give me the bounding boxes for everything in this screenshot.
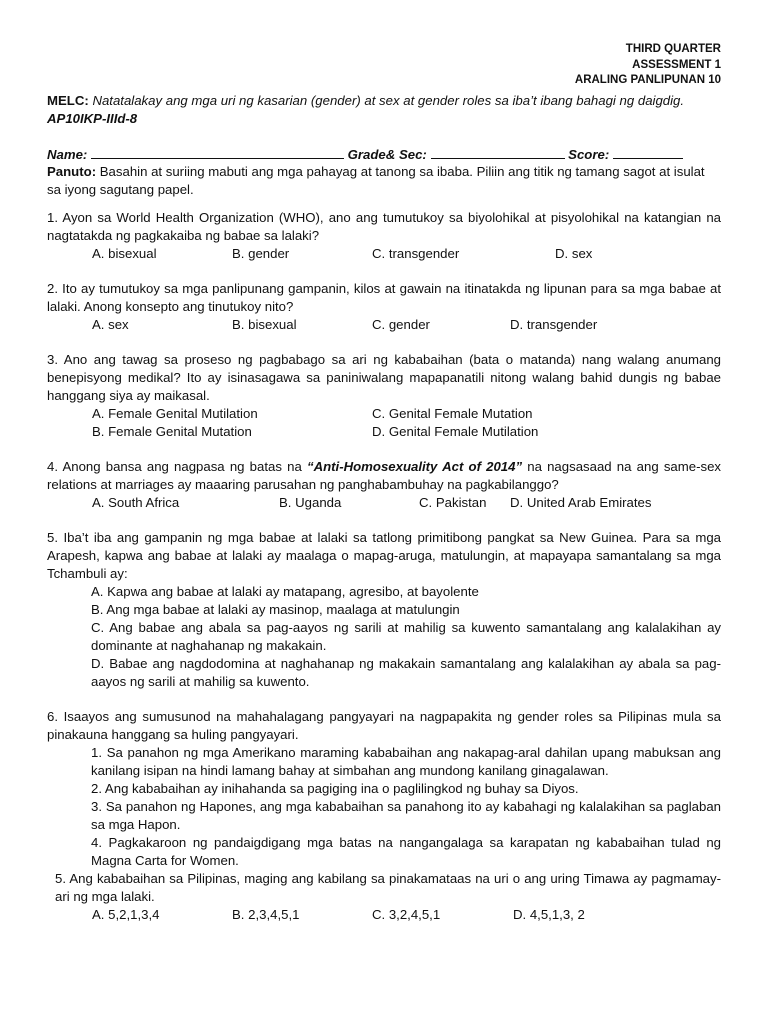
q3-option-b[interactable]: B. Female Genital Mutation <box>92 424 252 439</box>
question-1-options <box>47 245 721 263</box>
q5-option-c[interactable]: C. Ang babae ang abala sa pag-aayos ng sarili at mahilig sa kuwento samantalang ang kalalakihan ay dominante at naghahanap ng makakain. <box>91 620 721 653</box>
score-label: Score: <box>568 147 610 162</box>
grade-section-field[interactable] <box>431 146 565 159</box>
q6-item-3: 3. Sa panahon ng Hapones, ang mga kababaihan sa panahong ito ay kabahagi ng kalalakihan sa paglaban sa mga Hapon. <box>91 799 721 832</box>
panuto-label: Panuto: <box>47 164 97 179</box>
q4-option-b[interactable]: B. Uganda <box>279 495 342 510</box>
question-4 <box>47 458 721 512</box>
score-field[interactable] <box>613 146 683 159</box>
q5-option-d[interactable]: D. Babae ang nagdodomina at naghahanap ng makakain samantalang ang kalalakihan ay abala sa pag-aayos ng sarili at mahilig sa kuwento. <box>91 656 721 689</box>
q3-option-c[interactable]: C. Genital Female Mutation <box>372 406 533 421</box>
panuto-section <box>47 163 721 199</box>
q1-option-d[interactable]: D. sex <box>555 246 593 261</box>
q1-option-a[interactable]: A. bisexual <box>92 246 157 261</box>
q6-option-c[interactable]: C. 3,2,4,5,1 <box>372 907 441 922</box>
q4-option-c[interactable]: C. Pakistan <box>419 495 487 510</box>
question-5 <box>47 529 721 691</box>
q6-option-d[interactable]: D. 4,5,1,3, 2 <box>513 907 585 922</box>
grade-section-label: Grade& Sec: <box>347 147 427 162</box>
q3-option-d[interactable]: D. Genital Female Mutilation <box>372 424 539 439</box>
student-info-row <box>47 146 721 164</box>
q2-option-b[interactable]: B. bisexual <box>232 317 297 332</box>
q5-option-b[interactable]: B. Ang mga babae at lalaki ay masinop, maalaga at matulungin <box>91 602 460 617</box>
melc-code: AP10IKP-IIId-8 <box>47 111 138 126</box>
name-label: Name: <box>47 147 88 162</box>
melc-label: MELC: <box>47 93 89 108</box>
q4-option-d[interactable]: D. United Arab Emirates <box>510 495 652 510</box>
q5-option-a[interactable]: A. Kapwa ang babae at lalaki ay matapang, agresibo, at bayolente <box>91 584 479 599</box>
question-1-text: 1. Ayon sa World Health Organization (WHO), ano ang tumutukoy sa biyolohikal at pisyolohikal na katangian na nagtatakda ng pagkakaiba ng babae sa lalaki? <box>47 210 721 243</box>
q4-text-start: 4. Anong bansa ang nagpasa ng batas na <box>47 459 307 474</box>
q4-law-title: “Anti-Homosexuality Act of 2014” <box>306 459 523 474</box>
question-6-text: 6. Isaayos ang sumusunod na mahahalagang pangyayari na nagpapakita ng gender roles sa Pilipinas mula sa pinakauna hanggang sa huling pangyayari. <box>47 709 721 742</box>
question-3-options-row-2 <box>47 423 721 441</box>
quarter-label: THIRD QUARTER <box>625 43 721 55</box>
question-1 <box>47 209 721 263</box>
question-2 <box>47 280 721 334</box>
q1-option-b[interactable]: B. gender <box>232 246 290 261</box>
question-4-text <box>47 458 721 494</box>
melc-section <box>47 92 721 128</box>
q4-option-a[interactable]: A. South Africa <box>92 495 180 510</box>
q2-option-d[interactable]: D. transgender <box>510 317 598 332</box>
q4-text-end: na nagsasaad na ang same-sex relations at marriages ay maaaring parusahan ng panghabambuhay na pagkabilanggo? <box>47 459 721 492</box>
question-6-options <box>47 906 721 924</box>
name-field[interactable] <box>91 146 344 159</box>
subject-label: ARALING PANLIPUNAN 10 <box>574 74 721 86</box>
question-5-text: 5. Iba’t iba ang gampanin ng mga babae at lalaki sa tatlong primitibong pangkat sa New Guinea. Para sa mga Arapesh, kapwa ang babae at lalaki ay maalaga o mapag-aruga, matulungin, at mapayapa samantalang sa mga Tchambuli ay: <box>47 530 721 581</box>
q6-option-b[interactable]: B. 2,3,4,5,1 <box>232 907 300 922</box>
question-3-text: 3. Ano ang tawag sa proseso ng pagbabago sa ari ng kababaihan (bata o matanda) nang walang anumang benepisyong medikal? Ito ay isinasagawa sa paniniwalang mapapanatili nitong walang bahid dungis ng babae hanggang siya ay maikasal. <box>47 352 721 403</box>
q6-item-1: 1. Sa panahon ng mga Amerikano maraming kababaihan ang nakapag-aral dahilan upang mabuksan ang kanilang isipan na hindi lamang bahay at simbahan ang mundong kanilang ginagalawan. <box>91 745 721 778</box>
q2-option-a[interactable]: A. sex <box>92 317 129 332</box>
q1-option-c[interactable]: C. transgender <box>372 246 460 261</box>
question-6 <box>47 708 721 924</box>
q2-option-c[interactable]: C. gender <box>372 317 430 332</box>
q6-option-a[interactable]: A. 5,2,1,3,4 <box>92 907 160 922</box>
question-2-text: 2. Ito ay tumutukoy sa mga panlipunang gampanin, kilos at gawain na itinatakda ng lipunan para sa mga babae at lalaki. Anong konsepto ang tinutukoy nito? <box>47 281 721 314</box>
q6-item-2: 2. Ang kababaihan ay inihahanda sa pagiging ina o paglilingkod ng buhay sa Diyos. <box>91 781 579 796</box>
panuto-text: Basahin at suriing mabuti ang mga pahayag at tanong sa ibaba. Piliin ang titik ng tamang sagot at isulat sa iyong sagutang papel. <box>47 164 705 197</box>
question-2-options <box>47 316 721 334</box>
q6-item-4: 4. Pagkakaroon ng pandaigdigang mga batas na nangangalaga sa karapatan ng kababaihan tulad ng Magna Carta for Women. <box>91 835 721 868</box>
q3-option-a[interactable]: A. Female Genital Mutilation <box>92 406 258 421</box>
document-header <box>575 42 721 89</box>
question-3-options-row-1 <box>47 405 721 423</box>
question-4-options <box>47 494 721 512</box>
question-3 <box>47 351 721 441</box>
assessment-label: ASSESSMENT 1 <box>632 58 721 71</box>
melc-text: Natatalakay ang mga uri ng kasarian (gender) at sex at gender roles sa iba’t ibang bahagi ng daigdig. <box>92 93 685 108</box>
q6-item-5: 5. Ang kababaihan sa Pilipinas, maging ang kabilang sa pinakamataas na uri o ang uring Timawa ay pagmamay-ari ng mga lalaki. <box>55 871 721 904</box>
